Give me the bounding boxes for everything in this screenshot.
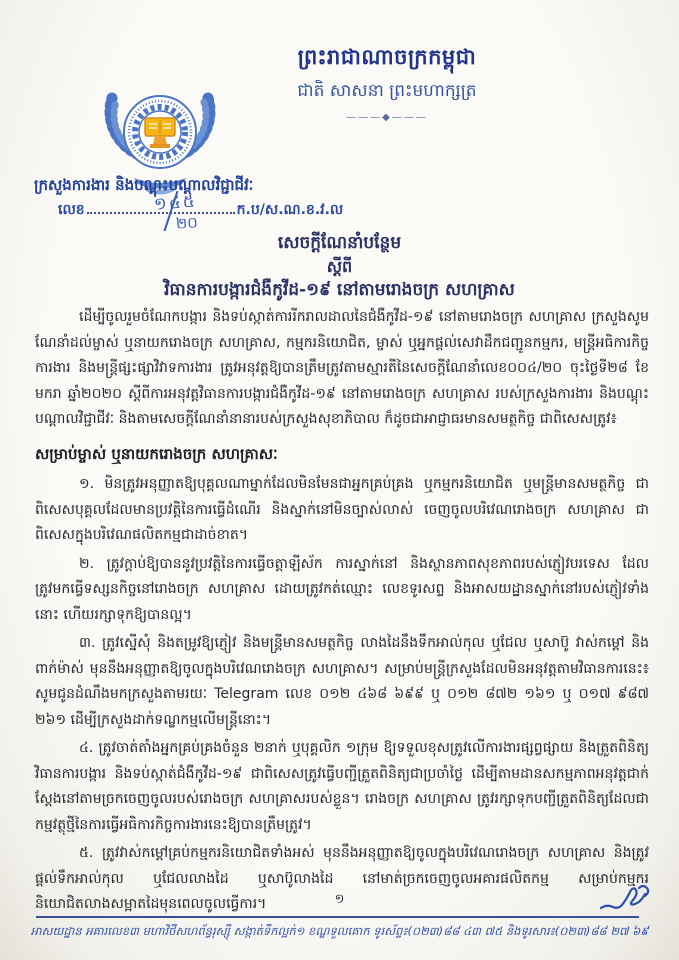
document-number-line (58, 191, 344, 233)
item-text: ត្រូវស្នើសុំ និងតម្រូវឱ្យភ្ញៀវ និងមន្ត្រីមានសមត្ថកិច្ច លាងដៃនឹងទឹកអាល់កុល ឬជែល ឬសាប៊ូ វាស់កម្តៅ និងពាក់ម៉ាស់ មុននឹងអនុញ្ញាតឱ្យចូលក្នុងបរិវេណរោងចក្រ សហគ្រាស។ សម្រាប់មន្ត្រីក្រសួងដែលមិនអនុវត្តតាមវិធានការនេះ៖ សូមជូនដំណឹងមកក្រសួងតាមរយៈ Telegram លេខ ០១២ ៤៦៨ ៦៩៩ ឬ ០១២ ៨៧២ ១៦១ ឬ ០១៧ ៩៨៧ ២៦១ ដើម្បីក្រសួងដាក់ទណ្ឌកម្មលើមន្ត្រីនោះ។ (35, 635, 649, 728)
handwritten-number: ១៤៥ (153, 191, 198, 215)
number-code: ក.ប/ស.ណ.ខ.វ.ល (236, 202, 344, 218)
handwritten-initials (597, 882, 653, 916)
page-number: ១ (334, 892, 345, 907)
footer-address: អាសយដ្ឋាន អគារលេខ៣ មហាវិថីសហព័ន្ធរុស្ស៊ី សង្កាត់ទឹកល្អក់១ ខណ្ឌទួលគោក ទូរស័ព្ទ៖(០២៣)៨៨ ៤៣ ៧៥ និងទូរសារ៖(០២៣)៨៨ ២៧ ៦៩ (30, 924, 649, 938)
item-text: ត្រូវចាត់តាំងអ្នកគ្រប់គ្រងចំនួន ២នាក់ ឬបុគ្គលិក ១ក្រុម ឱ្យទទួលខុសត្រូវលើការងារផ្សព្វផ្សាយ និងត្រួតពិនិត្យវិធានការបង្ការ និងទប់ស្កាត់ជំងឺកូវីដ-១៩ ជាពិសេសត្រូវធ្វើបញ្ជីត្រួតពិនិត្យជាប្រចាំថ្ងៃ ដើម្បីតាមដានសកម្មភាពអនុវត្តជាក់ស្តែងនៅតាមច្រកចេញចូលរបស់រោងចក្រ សហគ្រាសរបស់ខ្លួន។ រោងចក្រ សហគ្រាស ត្រូវរក្សាទុកបញ្ជីត្រួតពិនិត្យដែលជាកម្មវត្ថុថ្មីនៃការធ្វើអធិការកិច្ចការងារនេះឱ្យបានត្រឹមត្រូវ។ (35, 740, 649, 833)
directive-item-1 (35, 472, 649, 549)
header-ornament-divider: ———◆——— (346, 112, 428, 123)
directive-item-4 (35, 736, 649, 838)
handwritten-year: ២០ (175, 213, 199, 233)
title-line-2: ស្តីពី (326, 257, 353, 276)
document-title-block (0, 231, 679, 303)
title-line-1: សេចក្តីណែនាំបន្ថែម (277, 233, 402, 253)
item-number: ៤. (79, 740, 94, 756)
item-number: ២. (79, 555, 95, 572)
national-motto: ជាតិ សាសនា ព្រះមហាក្សត្រ (297, 81, 477, 101)
item-number: ៥. (79, 845, 94, 861)
item-text: ត្រូវវាស់កម្តៅគ្រប់កម្មករនិយោជិតទាំងអស់ មុននឹងអនុញ្ញាតឱ្យចូលក្នុងបរិវេណរោងចក្រ សហគ្រាស និងត្រូវផ្តល់ទឹកអាល់កុល ឬជែលលាងដៃ ឬសាប៊ូលាងដៃ នៅមាត់ច្រកចេញចូលអគារផលិតកម្ម សម្រាប់កម្មករនិយោជិតលាងសម្អាតដៃមុនពេលចូលធ្វើការ។ (35, 845, 649, 912)
document-body (35, 305, 649, 921)
item-number: ៣. (79, 635, 96, 651)
directive-item-2 (35, 552, 649, 629)
item-text: ត្រូវក្តាប់ឱ្យបាននូវប្រវត្តិនៃការធ្វើចត្តាឡីស័ក ការស្នាក់នៅ និងស្ថានភាពសុខភាពរបស់ភ្ញៀវបរទេស ដែលត្រូវមកធ្វើទស្សនកិច្ចនៅរោងចក្រ សហគ្រាស ដោយត្រូវកត់ឈ្មោះ លេខទូរសព្ទ និងអាសយដ្ឋានស្នាក់នៅរបស់ភ្ញៀវទាំងនោះ ហើយរក្សាទុកឱ្យបានល្អ។ (35, 555, 649, 623)
directive-item-3 (35, 631, 649, 733)
item-number: ១. (79, 476, 95, 492)
footer-divider (36, 916, 639, 918)
kingdom-title: ព្រះរាជាណាចក្រកម្ពុជា (297, 45, 477, 69)
section-heading: សម្រាប់ម្ចាស់ ឬនាយករោងចក្រ សហគ្រាសៈ (35, 444, 278, 463)
number-label: លេខ (58, 202, 85, 218)
ministry-name: ក្រសួងការងារ និងបណ្តុះបណ្តាលវិជ្ជាជីវៈ (34, 176, 254, 194)
item-text: មិនត្រូវអនុញ្ញាតឱ្យបុគ្គលណាម្នាក់ដែលមិនមែនជាអ្នកគ្រប់គ្រង ឬកម្មករនិយោជិត ឬមន្ត្រីមានសមត្ថកិច្ច ជាពិសេសបុគ្គលដែលមានប្រវត្តិនៃការធ្វើដំណើរ និងស្នាក់នៅមិនច្បាស់លាស់ ចេញចូលបរិវេណរោងចក្រ សហគ្រាស ជាពិសេសក្នុងបរិវេណផលិតកម្មជាដាច់ខាត។ (35, 476, 649, 543)
intro-paragraph: ដើម្បីចូលរួមចំណែកបង្ការ និងទប់ស្កាត់ការរីករាលដាលនៃជំងឺកូវីដ-១៩ នៅតាមរោងចក្រ សហគ្រាស ក្រសួងសូមណែនាំដល់ម្ចាស់ ឬនាយករោងចក្រ សហគ្រាស, កម្មករនិយោជិត, ម្ចាស់ ឬអ្នកផ្តល់សេវាដឹកជញ្ជូនកម្មករ, មន្ត្រីអធិការកិច្ចការងារ និងមន្ត្រីផ្សះផ្សាវិវាទការងារ ត្រូវអនុវត្តឱ្យបានត្រឹមត្រូវតាមស្មារតីនៃសេចក្តីណែនាំលេខ០០៤/២០ ចុះថ្ងៃទី២៨ ខែមករា ឆ្នាំ២០២០ ស្តីពីការអនុវត្តវិធានការបង្ការជំងឺកូវីដ-១៩ នៅតាមរោងចក្រ សហគ្រាស របស់ក្រសួងការងារ និងបណ្តុះបណ្តាលវិជ្ជាជីវៈ និងតាមសេចក្តីណែនាំនានារបស់ក្រសួងសុខាភិបាល ក៏ដូចជាអាជ្ញាធរមានសមត្ថកិច្ច ជាពិសេសត្រូវ៖ (35, 309, 649, 427)
title-line-3: វិធានការបង្ការជំងឺកូវីដ-១៩ នៅតាមរោងចក្រ សហគ្រាស (164, 280, 515, 300)
